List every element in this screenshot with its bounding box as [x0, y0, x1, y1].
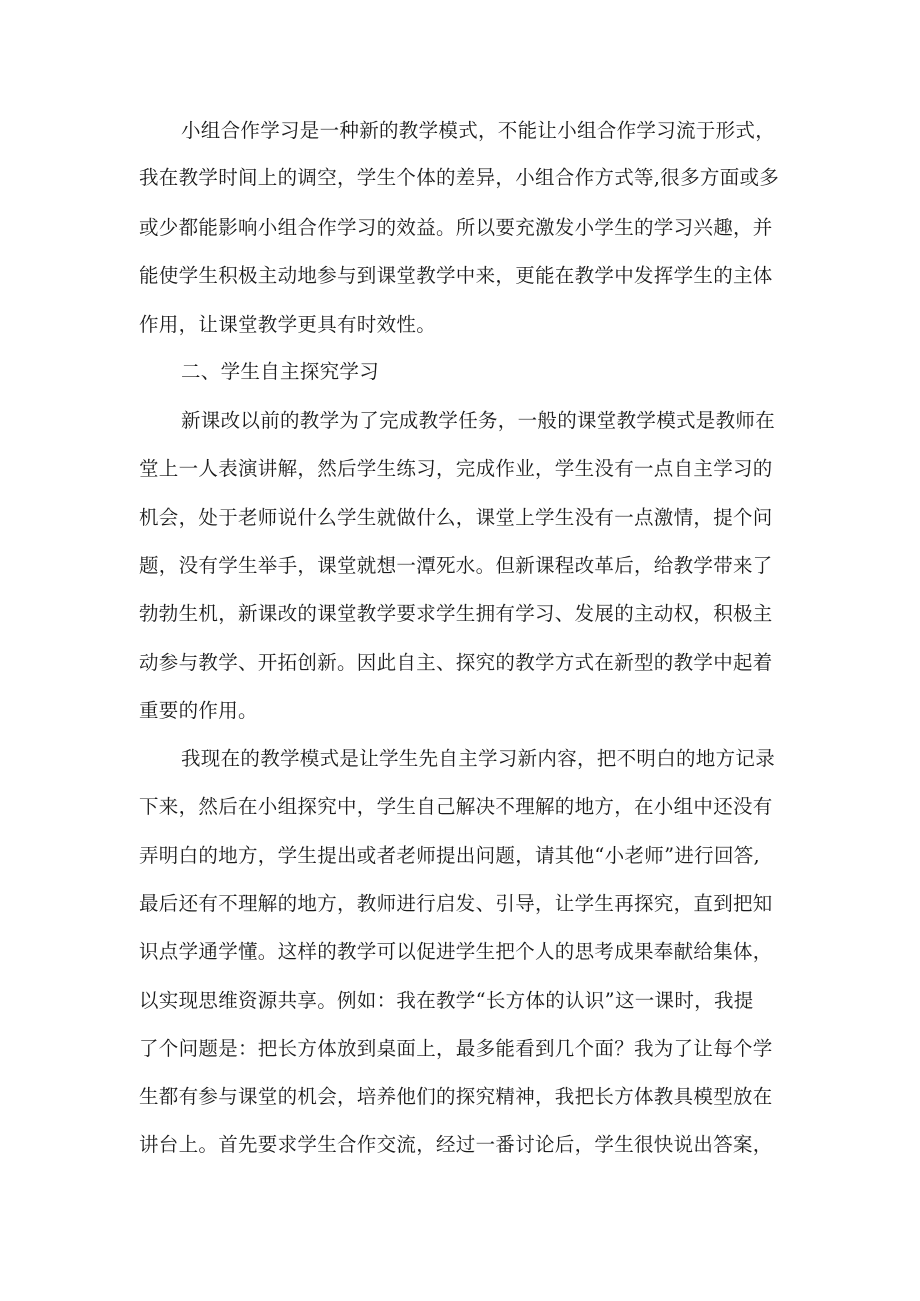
paragraph-line: 我在教学时间上的调空，学生个体的差异，小组合作方式等,很多方面或多 [139, 166, 780, 189]
paragraph-line: 堂上一人表演讲解，然后学生练习，完成作业，学生没有一点自主学习的 [139, 457, 773, 480]
paragraph-line: 重要的作用。 [139, 699, 258, 722]
paragraph-line: 生都有参与课堂的机会，培养他们的探究精神，我把长方体教具模型放在 [139, 1085, 773, 1108]
paragraph-line: 机会，处于老师说什么学生就做什么，课堂上学生没有一点激情，提个问 [139, 506, 773, 529]
section-heading: 二、学生自主探究学习 [181, 360, 380, 383]
paragraph-line: 题，没有学生举手，课堂就想一潭死水。但新课程改革后，给教学带来了 [139, 554, 773, 577]
paragraph-line: 了个问题是：把长方体放到桌面上，最多能看到几个面？我为了让每个学 [139, 1037, 773, 1060]
paragraph-line: 作用，让课堂教学更具有时效性。 [139, 313, 437, 336]
paragraph-line: 动参与教学、开拓创新。因此自主、探究的教学方式在新型的教学中起着 [139, 651, 773, 674]
paragraph-line: 讲台上。首先要求学生合作交流，经过一番讨论后，学生很快说出答案， [139, 1133, 773, 1156]
paragraph-line: 或少都能影响小组合作学习的效益。所以要充激发小学生的学习兴趣，并 [139, 216, 773, 239]
paragraph-line: 弄明白的地方，学生提出或者老师提出问题，请其他“小老师”进行回答, [139, 844, 761, 867]
paragraph-line: 下来，然后在小组探究中，学生自己解决不理解的地方，在小组中还没有 [139, 795, 773, 818]
paragraph-line: 识点学通学懂。这样的教学可以促进学生把个人的思考成果奉献给集体， [139, 940, 773, 963]
paragraph-line: 新课改以前的教学为了完成教学任务，一般的课堂教学模式是教师在 [181, 409, 776, 432]
paragraph-line: 勃勃生机，新课改的课堂教学要求学生拥有学习、发展的主动权，积极主 [139, 602, 773, 625]
paragraph-line: 最后还有不理解的地方，教师进行启发、引导，让学生再探究，直到把知 [139, 892, 773, 915]
paragraph-line: 以实现思维资源共享。例如：我在教学“长方体的认识”这一课时，我提 [139, 989, 754, 1012]
paragraph-line: 我现在的教学模式是让学生先自主学习新内容，把不明白的地方记录 [181, 747, 776, 770]
paragraph-line: 小组合作学习是一种新的教学模式，不能让小组合作学习流于形式， [181, 119, 776, 142]
paragraph-line: 能使学生积极主动地参与到课堂教学中来，更能在教学中发挥学生的主体 [139, 264, 773, 287]
